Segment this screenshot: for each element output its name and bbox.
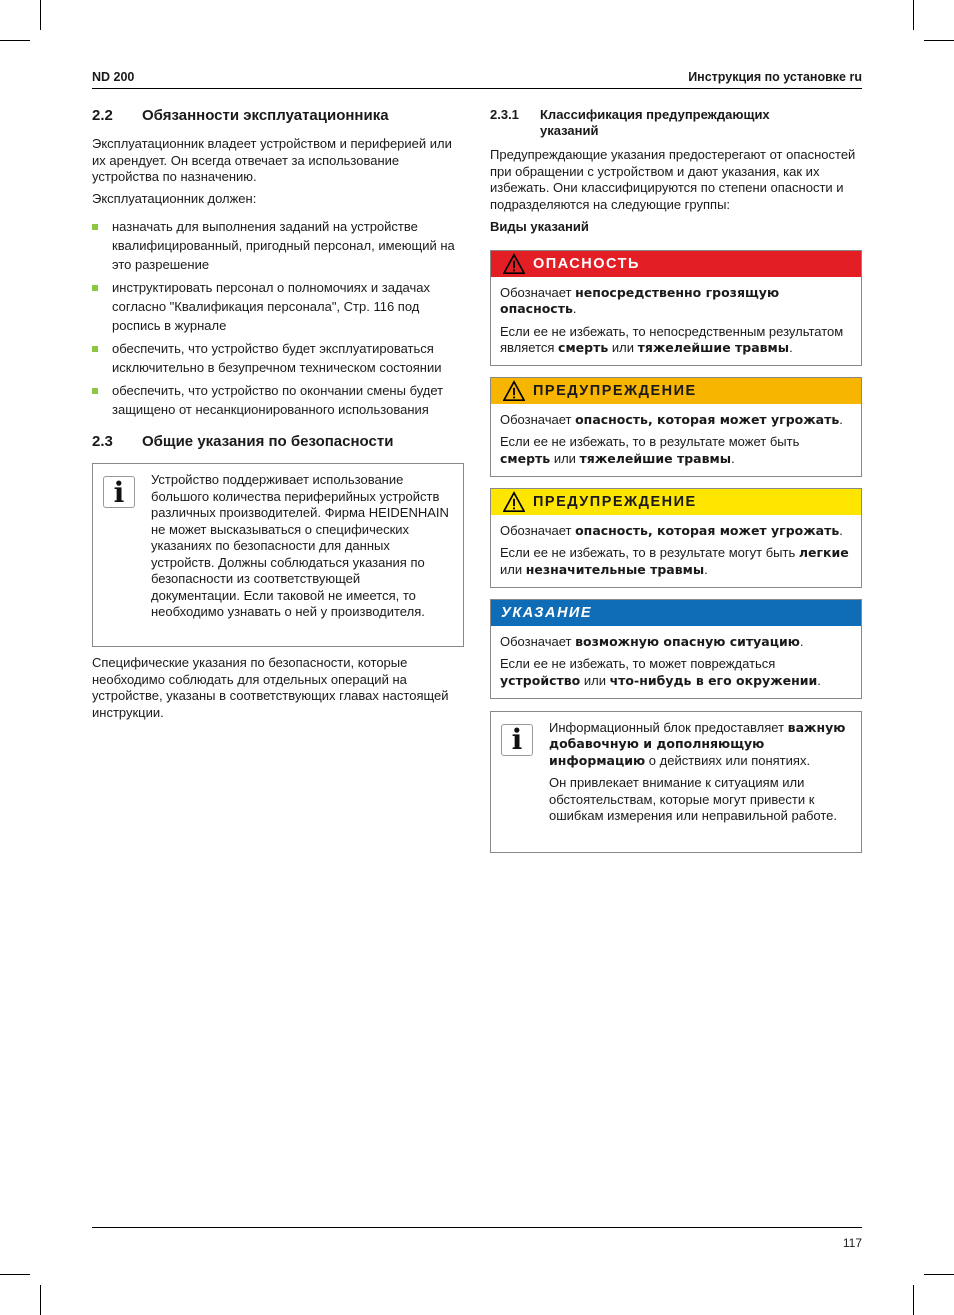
section-title: Общие указания по безопасности bbox=[142, 433, 394, 450]
header-doc-title: Инструкция по установке ru bbox=[688, 70, 862, 84]
info-icon: i bbox=[103, 476, 135, 508]
crop-mark bbox=[40, 1285, 41, 1315]
section-title: Классификация предупреждающих указаний bbox=[540, 107, 770, 138]
warning-label-bar bbox=[491, 489, 861, 515]
section-heading-2-3 bbox=[92, 433, 464, 450]
warning-label: ОПАСНОСТЬ bbox=[533, 255, 640, 272]
warning-body: Обозначает опасность, которая может угрожать. Если ее не избежать, то в результате может быть смерть или тяжелейшие травмы. bbox=[500, 411, 843, 466]
warning-label-bar bbox=[491, 378, 861, 404]
section-title: Обязанности эксплуатационника bbox=[142, 107, 389, 124]
section-number: 2.3.1 bbox=[490, 107, 519, 122]
warning-body: Обозначает непосредственно грозящую опасность. Если ее не избежать, то непосредственным результатом является смерть или тяжелейшие травмы. bbox=[500, 284, 844, 355]
paragraph: Эксплуатационник владеет устройством и периферией или их арендует. Он всегда отвечает за использование устройства по назначению. bbox=[92, 136, 452, 184]
section-heading-2-3-1 bbox=[490, 107, 862, 139]
crop-mark bbox=[0, 1274, 30, 1275]
bullet-square-icon bbox=[92, 346, 98, 352]
bullet-square-icon bbox=[92, 388, 98, 394]
right-column bbox=[490, 104, 862, 853]
section-heading-2-2 bbox=[92, 107, 464, 124]
list-item: назначать для выполнения заданий на устройстве квалифицированный, пригодный персонал, имеющий на это разрешение bbox=[92, 217, 464, 274]
list-item: обеспечить, что устройство будет эксплуатироваться исключительно в безупречном техническом состоянии bbox=[92, 339, 464, 377]
crop-mark bbox=[913, 0, 914, 30]
section-number: 2.3 bbox=[92, 433, 113, 450]
warning-body: Обозначает возможную опасную ситуацию. Если ее не избежать, то может повреждаться устройство или что-нибудь в его окружении. bbox=[500, 633, 821, 688]
page-header bbox=[92, 68, 862, 89]
paragraph: Предупреждающие указания предостерегают от опасностей при обращении с устройством и дают указания, как их избежать. Они классифицируются по степени опасности и подразделяются на следующие группы: bbox=[490, 147, 856, 212]
warning-body: Обозначает опасность, которая может угрожать. Если ее не избежать, то в результате могут быть легкие или незначительные травмы. bbox=[500, 522, 849, 577]
info-box bbox=[490, 711, 862, 853]
warning-label-bar bbox=[491, 251, 861, 277]
warning-triangle-icon bbox=[503, 253, 525, 275]
warning-triangle-icon bbox=[503, 491, 525, 513]
warning-triangle-icon bbox=[503, 380, 525, 402]
info-box bbox=[92, 463, 464, 647]
header-model: ND 200 bbox=[92, 70, 135, 84]
crop-mark bbox=[913, 1285, 914, 1315]
bullet-square-icon bbox=[92, 285, 98, 291]
warning-label: ПРЕДУПРЕЖДЕНИЕ bbox=[533, 382, 697, 399]
warning-label: УКАЗАНИЕ bbox=[501, 604, 593, 621]
warning-box bbox=[490, 377, 862, 477]
bullet-list bbox=[92, 217, 464, 419]
section-number: 2.2 bbox=[92, 107, 113, 124]
warning-box bbox=[490, 250, 862, 366]
warning-box bbox=[490, 488, 862, 588]
warning-boxes bbox=[490, 250, 862, 699]
paragraph: Специфические указания по безопасности, которые необходимо соблюдать для отдельных операций на устройстве, указаны в соответствующих главах настоящей инструкции. bbox=[92, 655, 449, 720]
left-column bbox=[92, 104, 464, 721]
footer-rule bbox=[92, 1227, 862, 1228]
crop-mark bbox=[924, 1274, 954, 1275]
crop-mark bbox=[40, 0, 41, 30]
crop-mark bbox=[924, 40, 954, 41]
info-text: Информационный блок предоставляет важную добавочную и дополняющую информацию о действиях или понятиях. Он привлекает внимание к ситуациям или обстоятельствам, которые могут привести к ошибкам измерения или неправильной работе. bbox=[549, 719, 846, 823]
warning-label-bar bbox=[491, 600, 861, 626]
info-icon: i bbox=[501, 724, 533, 756]
subheading: Виды указаний bbox=[490, 219, 589, 234]
list-item: инструктировать персонал о полномочиях и задачах согласно "Квалификация персонала", Стр. 116 под роспись в журнале bbox=[92, 278, 464, 335]
warning-label: ПРЕДУПРЕЖДЕНИЕ bbox=[533, 493, 697, 510]
page-number: 117 bbox=[842, 1236, 862, 1250]
bullet-square-icon bbox=[92, 224, 98, 230]
list-item: обеспечить, что устройство по окончании смены будет защищено от несанкционированного использования bbox=[92, 381, 464, 419]
info-text: Устройство поддерживает использование большого количества периферийных устройств различных производителей. Фирма HEIDENHAIN не может высказываться о специфических указаниях по безопасности для данных устройств. Должны соблюдаться указания по безопасности из соответствующей документации. Если таковой не имеется, то необходимо узнавать о ней у производителя. bbox=[151, 472, 449, 619]
crop-mark bbox=[0, 40, 30, 41]
paragraph: Эксплуатационник должен: bbox=[92, 190, 257, 206]
warning-box bbox=[490, 599, 862, 699]
